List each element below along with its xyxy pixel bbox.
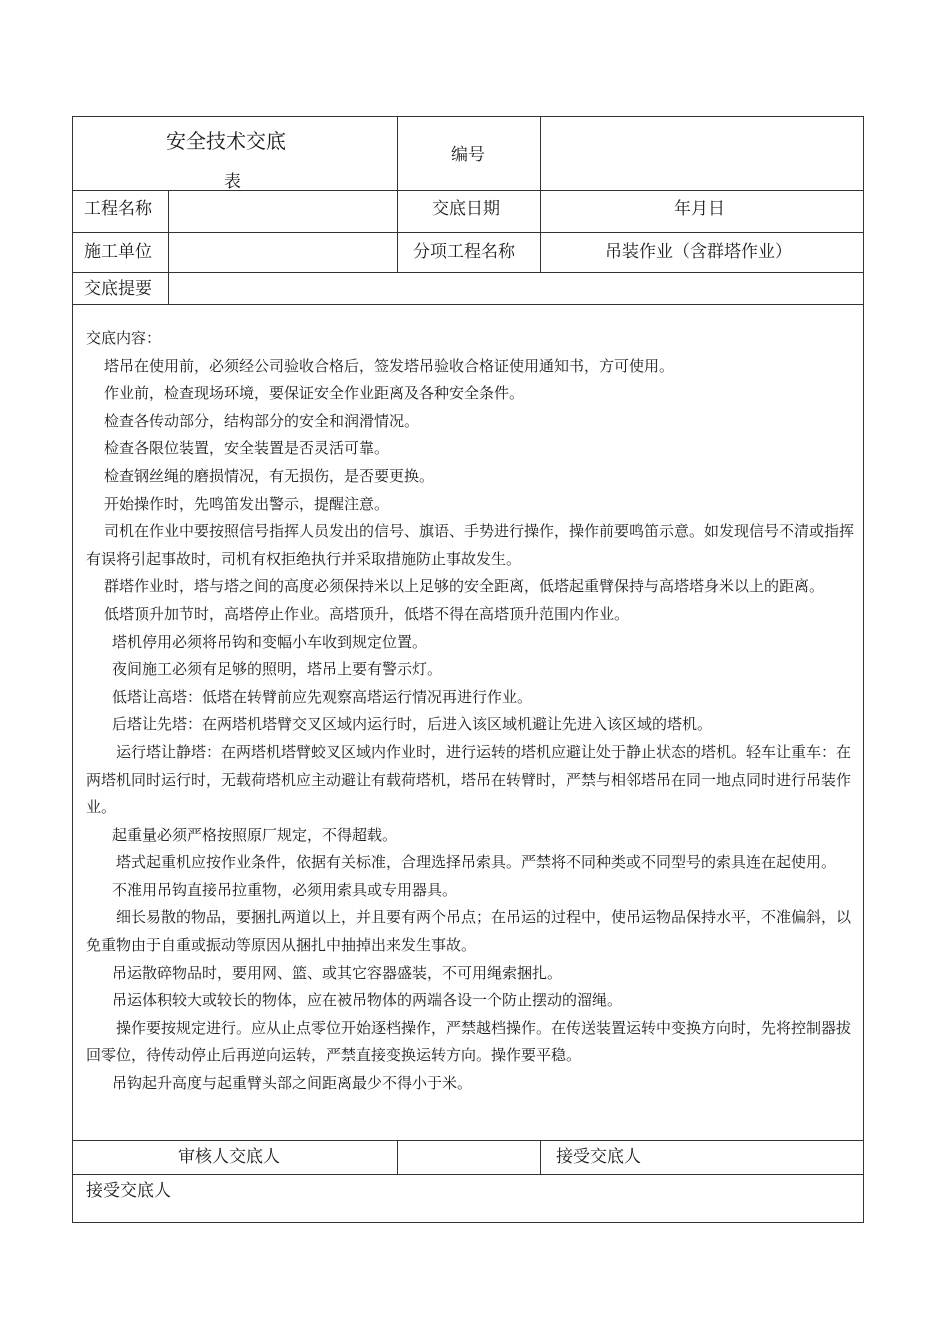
content-paragraph: 夜间施工必须有足够的照明，塔吊上要有警示灯。 (112, 660, 443, 679)
content-paragraph: 吊运体积较大或较长的物体，应在被吊物体的两端各设一个防止摆动的溜绳。 (112, 991, 623, 1010)
content-paragraph: 不准用吊钩直接吊拉重物，必须用索具或专用器具。 (112, 880, 458, 899)
row-divider (72, 1174, 864, 1175)
handover-content (86, 325, 858, 1098)
row-divider (72, 232, 864, 233)
content-paragraph: 群塔作业时，塔与塔之间的高度必须保持米以上足够的安全距离，低塔起重臂保持与高塔塔身米以上的距离。 (104, 577, 825, 596)
content-paragraph: 后塔让先塔：在两塔机塔臂交叉区域内运行时，后进入该区域机避让先进入该区域的塔机。 (112, 715, 713, 734)
subproject-label: 分项工程名称 (413, 242, 515, 262)
receiver-signature-label: 接受交底人 (86, 1181, 171, 1201)
content-paragraph: 检查各传动部分，结构部分的安全和润滑情况。 (104, 411, 420, 430)
content-paragraph: 吊钩起升高度与起重臂头部之间距离最少不得小于米。 (112, 1074, 473, 1093)
project-name-label: 工程名称 (84, 199, 152, 219)
row-divider (72, 304, 864, 305)
content-paragraph: 起重量必须严格按照原厂规定，不得超载。 (112, 825, 398, 844)
content-paragraph: 低塔顶升加节时，高塔停止作业。高塔顶升，低塔不得在高塔顶升范围内作业。 (104, 604, 630, 623)
content-paragraph: 细长易散的物品，要捆扎两道以上，并且要有两个吊点；在吊运的过程中，使吊运物品保持水平，不准偏斜，以免重物由于自重或振动等原因从捆扎中抽掉出来发生事故。 (86, 908, 852, 955)
receiver-label: 接受交底人 (556, 1147, 641, 1167)
content-paragraph: 操作要按规定进行。应从止点零位开始逐档操作，严禁越档操作。在传送装置运转中变换方向时，先将控制器拔回零位，待传动停止后再逆向运转，严禁直接变换运转方向。操作要平稳。 (86, 1018, 852, 1065)
content-paragraph: 检查各限位装置，安全装置是否灵活可靠。 (104, 439, 390, 458)
col-divider (540, 1140, 541, 1174)
col-divider (397, 1140, 398, 1174)
date-label: 交底日期 (432, 199, 500, 219)
col-divider (540, 116, 541, 272)
number-label: 编号 (451, 145, 485, 165)
construction-unit-label: 施工单位 (84, 242, 152, 262)
form-title-suffix: 表 (224, 172, 241, 192)
content-paragraph: 司机在作业中要按照信号指挥人员发出的信号、旗语、手势进行操作，操作前要鸣笛示意。如发现信号不清或指挥有误将引起事故时，司机有权拒绝执行并采取措施防止事故发生。 (86, 522, 855, 568)
form-title: 安全技术交底 (166, 129, 286, 153)
row-divider (72, 190, 864, 191)
reviewer-label: 审核人交底人 (178, 1147, 280, 1167)
row-divider (72, 272, 864, 273)
content-paragraph: 低塔让高塔：低塔在转臂前应先观察高塔运行情况再进行作业。 (112, 687, 533, 706)
content-paragraph: 开始操作时，先鸣笛发出警示，提醒注意。 (104, 494, 390, 513)
date-value[interactable]: 年月日 (674, 199, 725, 219)
content-heading: 交底内容： (86, 329, 162, 347)
content-paragraph: 作业前，检查现场环境，要保证安全作业距离及各种安全条件。 (104, 384, 525, 403)
content-paragraph: 运行塔让静塔：在两塔机塔臂蛟叉区域内作业时，进行运转的塔机应避让处于静止状态的塔机。轻车让重车：在两塔机同时运行时，无载荷塔机应主动避让有载荷塔机，塔吊在转臂时，严禁与相邻塔吊在同一地点同时进行吊装作业。 (86, 742, 852, 817)
content-paragraph: 检查钢丝绳的磨损情况，有无损伤，是否要更换。 (104, 466, 435, 485)
content-paragraph: 塔吊在使用前，必须经公司验收合格后，签发塔吊验收合格证使用通知书，方可使用。 (104, 356, 675, 375)
content-paragraph: 塔式起重机应按作业条件，依据有关标准，合理选择吊索具。严禁将不同种类或不同型号的索具连在起使用。 (116, 853, 837, 872)
content-paragraph: 吊运散碎物品时，要用网、篮、或其它容器盛装，不可用绳索捆扎。 (112, 963, 563, 982)
summary-label: 交底提要 (84, 279, 152, 299)
row-divider (72, 1140, 864, 1141)
subproject-value[interactable]: 吊装作业（含群塔作业） (605, 242, 792, 262)
content-paragraph: 塔机停用必须将吊钩和变幅小车收到规定位置。 (112, 632, 428, 651)
col-divider (168, 190, 169, 304)
col-divider (397, 116, 398, 272)
